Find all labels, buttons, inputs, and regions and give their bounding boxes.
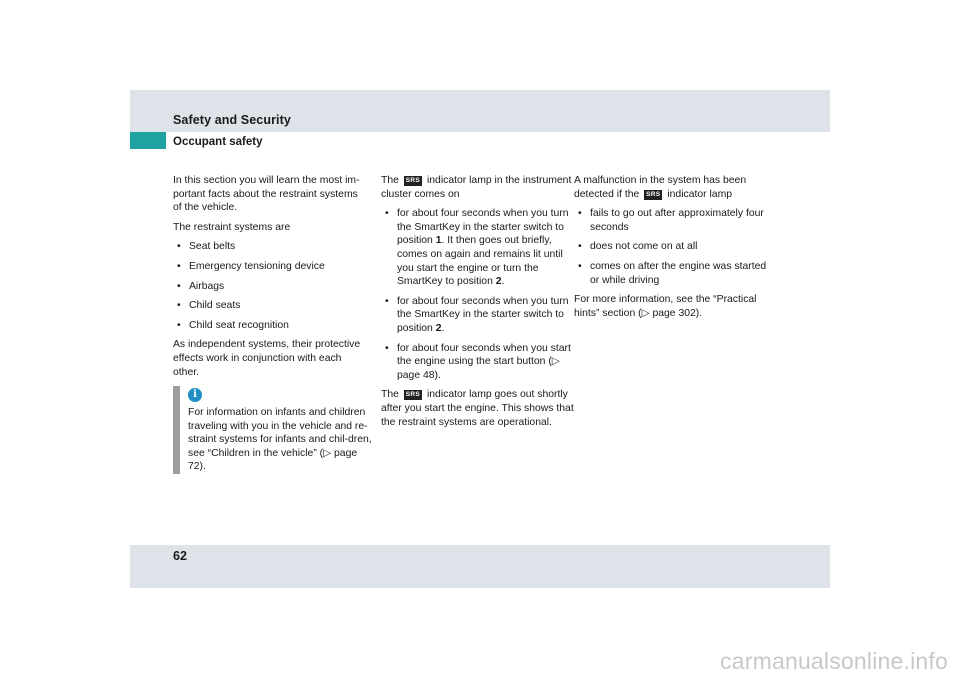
info-note: [173, 386, 373, 474]
subsection-title: Occupant safety: [173, 136, 263, 148]
restraint-systems-list: [173, 240, 369, 332]
note-text: For information on infants and children traveling with you in the vehicle and re-straint systems for infants and chil-dren, see “Children in the vehicle” (▷ page 72).: [188, 407, 372, 473]
list-item: • Child seat recognition: [173, 319, 369, 333]
page-number: 62: [173, 549, 187, 563]
text-segment: indicator lamp: [667, 188, 733, 200]
srs-indicator-icon: SRS: [405, 177, 421, 184]
list-item: • for about four seconds when you turn the SmartKey in the starter switch to position 2.: [381, 295, 577, 336]
srs-indicator-icon: SRS: [646, 190, 661, 198]
list-item: • Emergency tensioning device: [173, 260, 369, 274]
footer-band: [130, 545, 830, 588]
section-marker-tab: [130, 132, 166, 149]
list-item: • Seat belts: [173, 240, 369, 254]
malfunction-closing: For more information, see the “Practical hints” section (▷ page 302).: [574, 294, 757, 319]
list-item: • for about four seconds when you start the engine using the start button (▷ page 48).: [381, 342, 577, 383]
malfunction-intro: [574, 174, 774, 201]
column-2: [381, 174, 577, 435]
text-segment: indicator lamp goes out shortly after you start the engine. This shows that the restraint systems are operational.: [381, 389, 574, 428]
list-item: • Child seats: [173, 299, 369, 313]
list-item: • Airbags: [173, 280, 369, 294]
list-item: • for about four seconds when you turn the SmartKey in the starter switch to position 1. It then goes out briefly, comes on again and remains lit until you start the engine or turn the SmartKey to position 2.: [381, 207, 577, 289]
closing-paragraph: As independent systems, their protective effects work in conjunction with each other.: [173, 339, 361, 378]
text-segment: A malfunction in the system has been detected if the: [574, 175, 747, 200]
list-item: • fails to go out after approximately four seconds: [574, 207, 774, 234]
srs-closing-paragraph: [381, 388, 577, 429]
srs-indicator-icon: SRS: [405, 391, 421, 399]
intro-paragraph: In this section you will learn the most im-portant facts about the restraint systems of the vehicle.: [173, 175, 360, 214]
column-3: [574, 174, 774, 326]
section-title: Safety and Security: [173, 113, 291, 127]
malfunction-list: [574, 207, 774, 287]
watermark: carmanualsonline.info: [720, 648, 948, 674]
column-1: [173, 174, 369, 385]
info-icon: i: [188, 388, 202, 402]
list-intro: The restraint systems are: [173, 221, 291, 233]
note-bar: [173, 386, 180, 474]
list-item: • does not come on at all: [574, 240, 774, 254]
srs-condition-list: [381, 207, 577, 382]
srs-intro-paragraph: [381, 174, 577, 201]
text-segment: The: [381, 175, 399, 186]
list-item: • comes on after the engine was started or while driving: [574, 260, 774, 287]
text-segment: The: [381, 389, 399, 401]
text-segment: indicator lamp in the instrument cluster comes on: [381, 175, 572, 200]
